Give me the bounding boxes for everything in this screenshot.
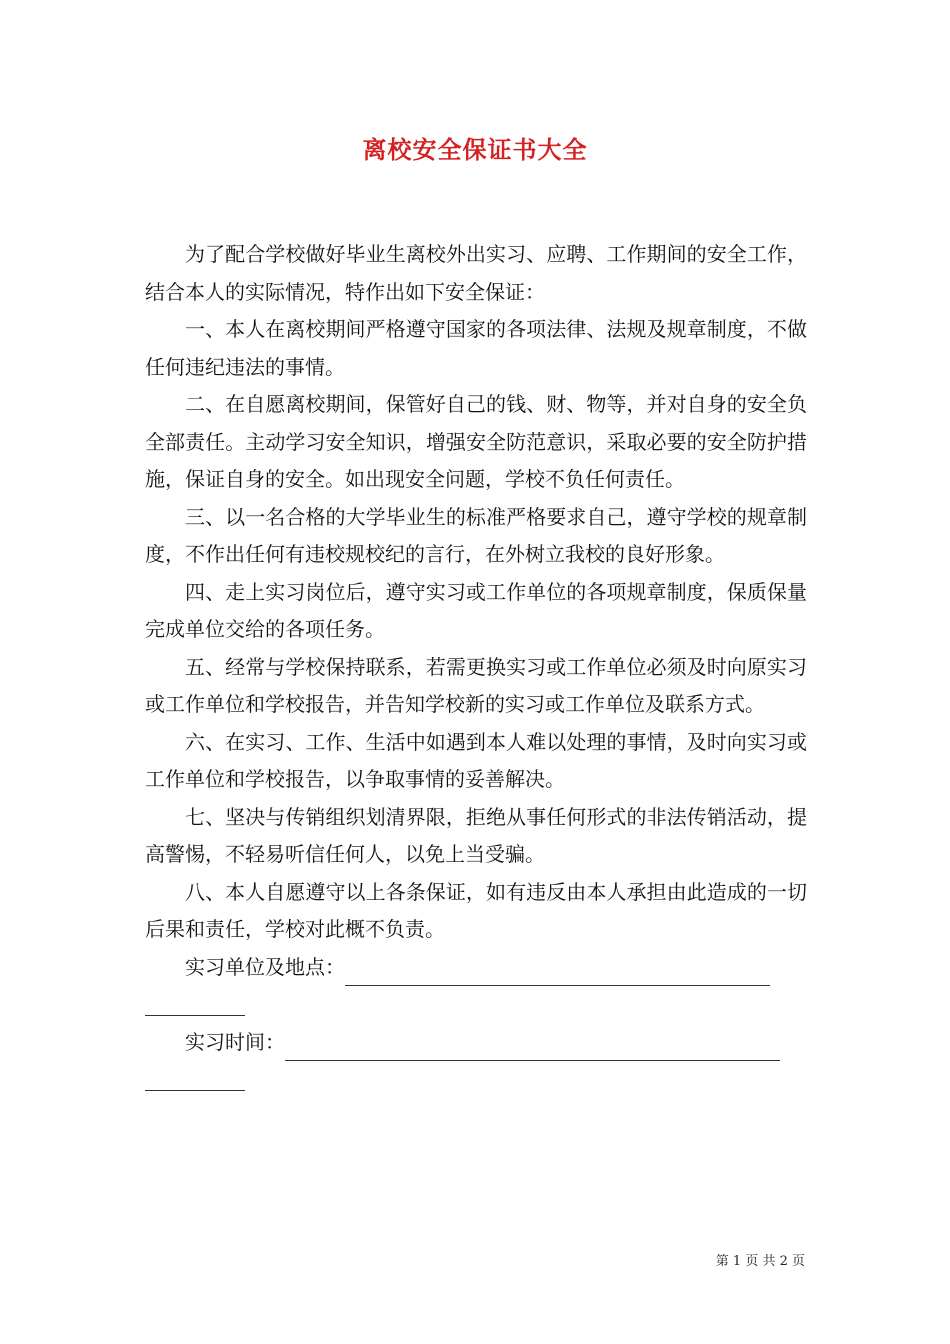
document-title: 离校安全保证书大全: [362, 135, 588, 164]
internship-location-blank[interactable]: [345, 957, 770, 986]
internship-location-blank-continued: [145, 986, 807, 1024]
blank-line: [145, 1090, 245, 1091]
paragraph-item-7: 七、坚决与传销组织划清界限，拒绝从事任何形式的非法传销活动，提高警惕，不轻易听信任何人，以免上当受骗。: [145, 804, 807, 866]
paragraph-item-2: 二、在自愿离校期间，保管好自己的钱、财、物等，并对自身的安全负全部责任。主动学习安全知识，增强安全防范意识，采取必要的安全防护措施，保证自身的安全。如出现安全问题，学校不负任何责任。: [145, 392, 807, 491]
internship-time-label: 实习时间：: [185, 1029, 285, 1054]
paragraph-item-5: 五、经常与学校保持联系，若需更换实习或工作单位必须及时向原实习或工作单位和学校报告，并告知学校新的实习或工作单位及联系方式。: [145, 654, 807, 716]
paragraph-item-4: 四、走上实习岗位后，遵守实习或工作单位的各项规章制度，保质保量完成单位交给的各项任务。: [145, 579, 807, 641]
paragraph-item-8: 八、本人自愿遵守以上各条保证，如有违反由本人承担由此造成的一切后果和责任，学校对此概不负责。: [145, 879, 807, 941]
paragraph-item-3: 三、以一名合格的大学毕业生的标准严格要求自己，遵守学校的规章制度，不作出任何有违校规校纪的言行，在外树立我校的良好形象。: [145, 504, 807, 566]
internship-time-field: [145, 1024, 807, 1062]
page-number: 第 1 页 共 2 页: [715, 1254, 805, 1269]
document-body: [145, 236, 807, 1099]
internship-location-field: [145, 949, 807, 987]
paragraph-item-1: 一、本人在离校期间严格遵守国家的各项法律、法规及规章制度，不做任何违纪违法的事情。: [145, 317, 807, 379]
internship-time-blank[interactable]: [285, 1032, 780, 1061]
internship-location-label: 实习单位及地点：: [185, 954, 345, 979]
internship-time-blank-continued: [145, 1061, 807, 1099]
blank-line: [145, 1015, 245, 1016]
paragraph-item-6: 六、在实习、工作、生活中如遇到本人难以处理的事情，及时向实习或工作单位和学校报告，以争取事情的妥善解决。: [145, 729, 807, 791]
paragraph-intro: 为了配合学校做好毕业生离校外出实习、应聘、工作期间的安全工作，结合本人的实际情况，特作出如下安全保证：: [145, 242, 807, 304]
